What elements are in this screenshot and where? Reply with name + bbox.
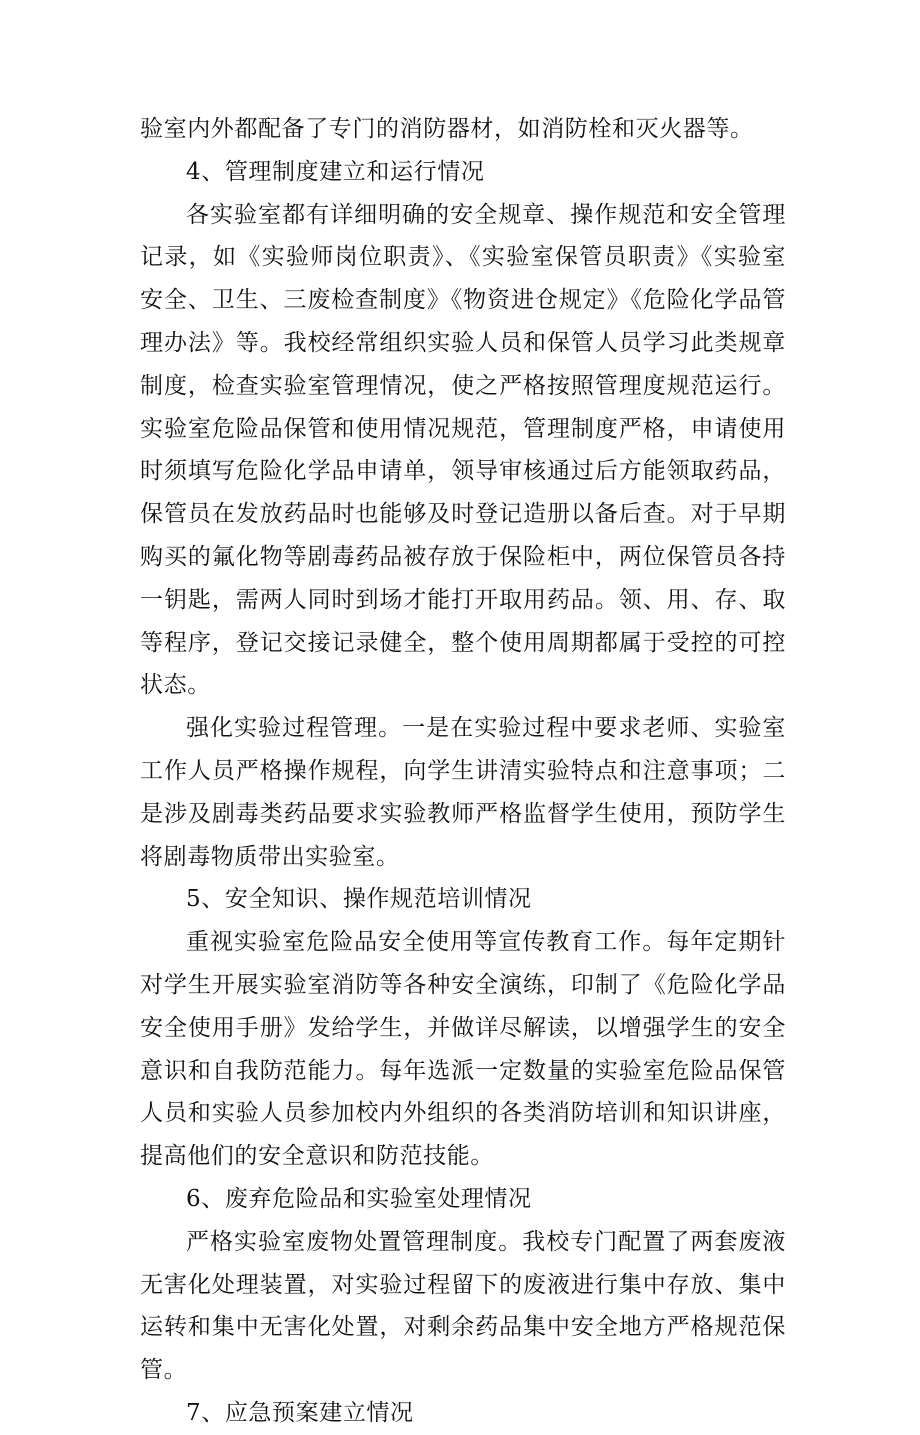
document-body: [140, 108, 786, 1435]
section-4-paragraph-1: 各实验室都有详细明确的安全规章、操作规范和安全管理记录，如《实验师岗位职责》、《实验室保管员职责》《实验室安全、卫生、三废检查制度》《物资进仓规定》《危险化学品管理办法》等。我校经常组织实验人员和保管人员学习此类规章制度，检查实验室管理情况，使之严格按照管理度规范运行。实验室危险品保管和使用情况规范，管理制度严格，申请使用时须填写危险化学品申请单，领导审核通过后方能领取药品，保管员在发放药品时也能够及时登记造册以备后查。对于早期购买的氟化物等剧毒药品被存放于保险柜中，两位保管员各持一钥匙，需两人同时到场才能打开取用药品。领、用、存、取等程序，登记交接记录健全，整个使用周期都属于受控的可控状态。: [140, 201, 786, 699]
section-heading-7: 7、应急预案建立情况: [186, 1399, 414, 1426]
section-heading-6: 6、废弃危险品和实验室处理情况: [186, 1185, 532, 1212]
lead-paragraph: 验室内外都配备了专门的消防器材，如消防栓和灭火器等。: [140, 116, 754, 142]
section-heading-5: 5、安全知识、操作规范培训情况: [186, 886, 532, 913]
section-heading-4: 4、管理制度建立和运行情况: [186, 158, 485, 185]
section-4-paragraph-2: 强化实验过程管理。一是在实验过程中要求老师、实验室工作人员严格操作规程，向学生讲清实验特点和注意事项；二是涉及剧毒类药品要求实验教师严格监督学生使用，预防学生将剧毒物质带出实验室。: [140, 715, 786, 870]
section-5-paragraph-1: 重视实验室危险品安全使用等宣传教育工作。每年定期针对学生开展实验室消防等各种安全演练，印制了《危险化学品安全使用手册》发给学生，并做详尽解读，以增强学生的安全意识和自我防范能力。每年选派一定数量的实验室危险品保管人员和实验人员参加校内外组织的各类消防培训和知识讲座，提高他们的安全意识和防范技能。: [140, 929, 786, 1170]
section-6-paragraph-1: 严格实验室废物处置管理制度。我校专门配置了两套废液无害化处理装置，对实验过程留下的废液进行集中存放、集中运转和集中无害化处置，对剩余药品集中安全地方严格规范保管。: [140, 1228, 786, 1384]
